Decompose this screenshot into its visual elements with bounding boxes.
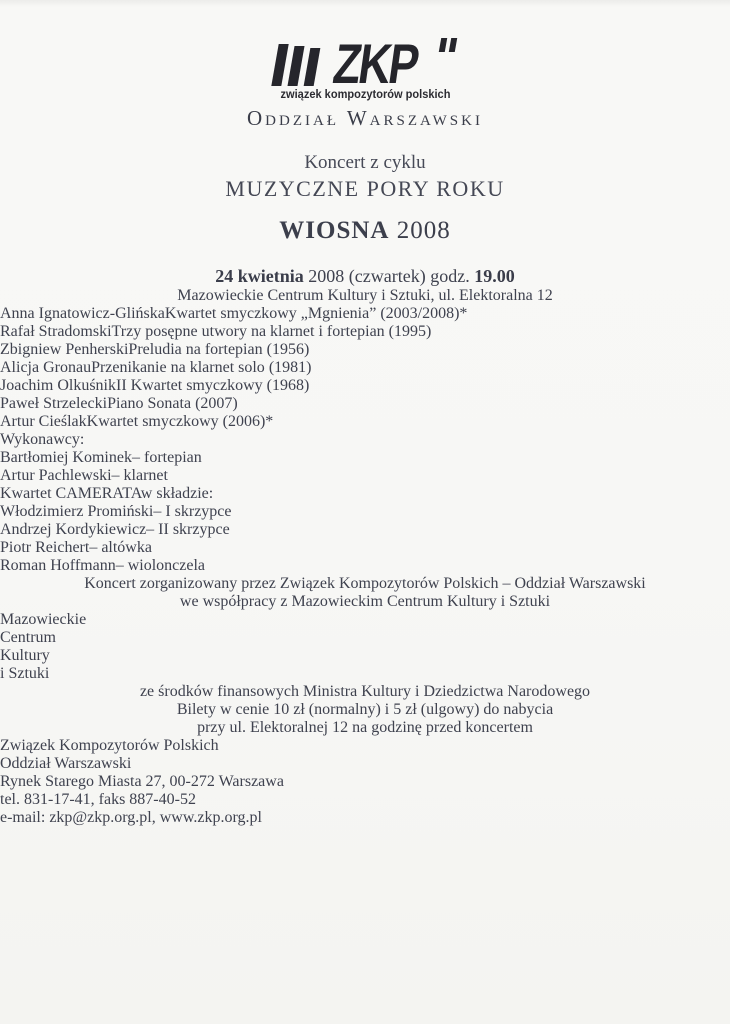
email-link: zkp@zkp.org.pl <box>49 809 152 826</box>
composer-name: Joachim Olkuśnik <box>0 377 116 394</box>
footer-phone: tel. 831-17-41, faks 887-40-52 <box>0 791 196 808</box>
composer-name: Zbigniew Penherski <box>0 341 129 358</box>
performer-item: Bartłomiej Kominek– fortepian <box>0 449 202 466</box>
organizer-line1: Koncert zorganizowany przez Związek Kompozytorów Polskich – Oddział Warszawski <box>84 575 646 592</box>
performer-item: Piotr Reichert– altówka <box>0 539 152 556</box>
program-item: Joachim OlkuśnikII Kwartet smyczkowy (1968) <box>0 377 310 394</box>
program-list <box>0 305 730 431</box>
organizer-line2: we współpracy z Mazowieckim Centrum Kultury i Sztuki <box>179 593 551 610</box>
branch-name: Oddział Warszawski <box>247 106 483 130</box>
program-item: Anna Ignatowicz-GlińskaKwartet smyczkowy „Mgnienia” (2003/2008)* <box>0 305 468 322</box>
performer-name: Andrzej Kordykiewicz <box>0 521 147 538</box>
program-item: Zbigniew PenherskiPreludia na fortepian (1956) <box>0 341 310 358</box>
cycle-title: MUZYCZNE PORY ROKU <box>225 176 505 201</box>
program-item: Rafał StradomskiTrzy posępne utwory na klarnet i fortepian (1995) <box>0 323 432 340</box>
mckis-logo <box>0 611 730 683</box>
performer-item: Artur Pachlewski– klarnet <box>0 467 168 484</box>
performers-list <box>0 449 730 575</box>
composer-name: Anna Ignatowicz-Glińska <box>0 305 165 322</box>
footer-branch: Oddział Warszawski <box>0 755 132 772</box>
zkp-logo-smallbars-icon <box>436 38 456 52</box>
performer-item: Włodzimierz Promiński– I skrzypce <box>0 503 232 520</box>
zkp-logo-mark: ZKP <box>329 32 421 95</box>
zkp-logo-subtitle: związek kompozytorów polskich <box>280 89 451 101</box>
performer-name: Roman Hoffmann <box>0 557 116 574</box>
tickets-info <box>0 701 730 737</box>
composer-name: Artur Cieślak <box>0 413 87 430</box>
footer-contact: e-mail: zkp@zkp.org.pl, www.zkp.org.pl <box>0 809 262 826</box>
performer-name: Włodzimierz Promiński <box>0 503 154 520</box>
performer-name: Piotr Reichert <box>0 539 90 556</box>
tickets-line2: przy ul. Elektoralnej 12 na godzinę przed koncertem <box>197 719 533 736</box>
zkp-logo <box>270 34 460 101</box>
mckis-logo-text: Mazowieckie Centrum Kultury i Sztuki <box>0 611 87 682</box>
footer-org: Związek Kompozytorów Polskich <box>0 737 219 754</box>
performer-name: Bartłomiej Kominek <box>0 449 132 466</box>
tickets-line1: Bilety w cenie 10 zł (normalny) i 5 zł (ulgowy) do nabycia <box>176 701 554 718</box>
footer-address <box>0 737 730 827</box>
zkp-logo-bars-icon <box>275 44 323 86</box>
composer-name: Rafał Stradomski <box>0 323 112 340</box>
event-venue: Mazowieckie Centrum Kultury i Sztuki, ul. Elektoralna 12 <box>177 287 553 304</box>
performer-name: Kwartet CAMERATA <box>0 485 141 502</box>
concert-title <box>0 217 730 245</box>
organizer-note <box>0 575 730 611</box>
performer-name: Artur Pachlewski <box>0 467 112 484</box>
composer-name: Paweł Strzelecki <box>0 395 108 412</box>
composer-name: Alicja Gronau <box>0 359 92 376</box>
program-item: Paweł StrzeleckiPiano Sonata (2007) <box>0 395 238 412</box>
funding-note: ze środków finansowych Ministra Kultury i Dziedzictwa Narodowego <box>139 683 591 700</box>
series-line: Koncert z cyklu <box>304 152 426 173</box>
performer-item: Roman Hoffmann– wiolonczela <box>0 557 205 574</box>
concert-title-word: WIOSNA <box>279 217 390 244</box>
footer-street: Rynek Starego Miasta 27, 00-272 Warszawa <box>0 773 284 790</box>
performers-label: Wykonawcy: <box>0 431 85 448</box>
program-item: Artur CieślakKwartet smyczkowy (2006)* <box>0 413 274 430</box>
performer-item: Kwartet CAMERATAw składzie: <box>0 485 214 502</box>
website-text: www.zkp.org.pl <box>159 809 262 826</box>
performer-item: Andrzej Kordykiewicz– II skrzypce <box>0 521 230 538</box>
event-date: 24 kwietnia 2008 (czwartek) godz. 19.00 <box>215 266 515 286</box>
concert-title-year: 2008 <box>389 217 451 244</box>
program-item: Alicja GronauPrzenikanie na klarnet solo (1981) <box>0 359 312 376</box>
